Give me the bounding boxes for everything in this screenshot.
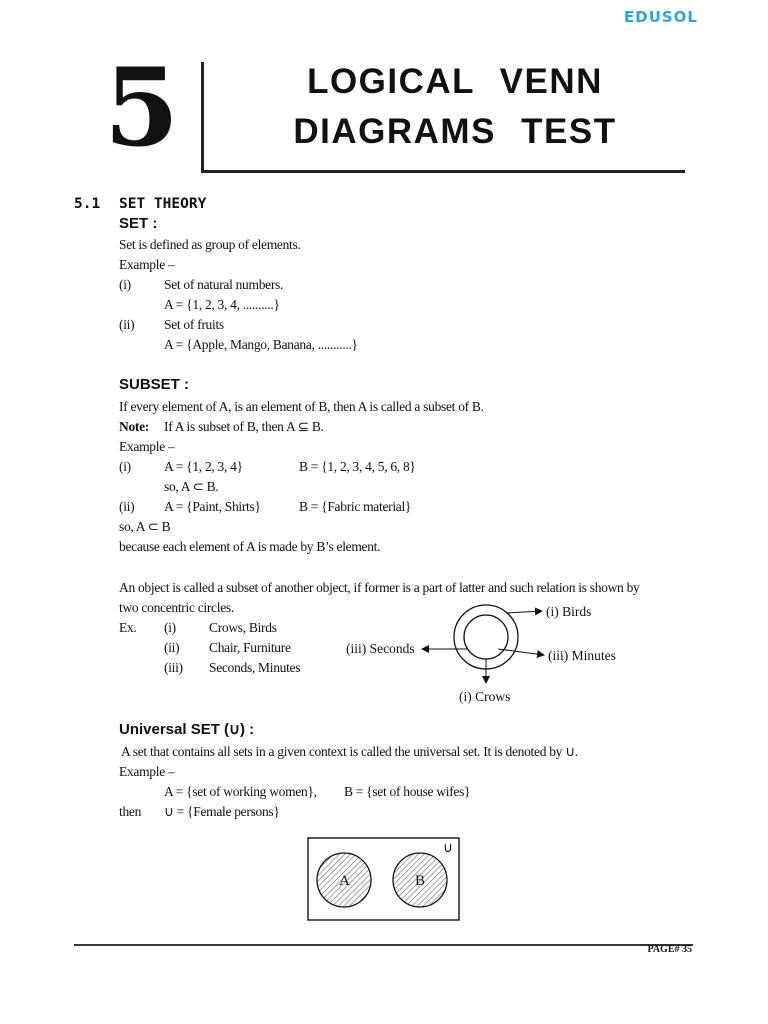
set-example-text: Set of fruits — [164, 317, 224, 332]
diagram-label-birds: (i) Birds — [546, 604, 592, 619]
subset-example-conclusion: so, A ⊂ B. — [164, 479, 219, 494]
set-example-formula: A = {Apple, Mango, Banana, ...........} — [164, 337, 358, 352]
section-number: 5.1 — [74, 196, 101, 212]
object-example-text: Crows, Birds — [209, 620, 277, 635]
universal-set-definition: A set that contains all sets in a given context is called the universal set. It is denoted by ∪. — [121, 744, 578, 759]
subset-example-set-b: B = {Fabric material} — [299, 499, 412, 514]
universal-then-text: ∪ = {Female persons} — [164, 804, 280, 819]
set-example-marker: (ii) — [119, 317, 135, 332]
section-title: SET THEORY — [119, 196, 207, 212]
subset-definition: If every element of A, is an element of B, then A is called a subset of B. — [119, 399, 484, 414]
chapter-title-line2: DIAGRAMS TEST — [293, 112, 617, 151]
subset-heading: SUBSET : — [119, 376, 190, 393]
chapter-number: 5 — [104, 45, 180, 171]
universal-venn-diagram — [306, 836, 462, 922]
chapter-title-line1: LOGICAL VENN — [307, 62, 603, 101]
subset-example-marker: (ii) — [119, 499, 135, 514]
title-divider-vertical — [201, 62, 204, 172]
universe-symbol: ∪ — [443, 840, 453, 855]
subset-note-text: If A is subset of B, then A ⊆ B. — [164, 419, 324, 434]
subset-example-marker: (i) — [119, 459, 131, 474]
universal-example-set-a: A = {set of working women}, — [164, 784, 317, 799]
footer-divider — [74, 944, 693, 946]
set-definition: Set is defined as group of elements. — [119, 237, 301, 252]
set-b-label: B — [415, 873, 426, 889]
inner-circle-crows — [464, 615, 508, 659]
subset-example-label: Example – — [119, 439, 175, 454]
subset-because: because each element of A is made by B’s element. — [119, 539, 381, 554]
universal-example-set-b: B = {set of house wifes} — [344, 784, 471, 799]
concentric-circles-diagram — [330, 595, 650, 710]
page-number: PAGE# 35 — [647, 944, 692, 955]
diagram-label-seconds: (iii) Seconds — [346, 641, 415, 656]
universal-then-label: then — [119, 804, 142, 819]
set-example-formula: A = {1, 2, 3, 4, ..........} — [164, 297, 280, 312]
set-a-label: A — [339, 873, 350, 889]
title-divider-horizontal — [201, 170, 685, 173]
universal-example-label: Example – — [119, 764, 175, 779]
object-example-text: Chair, Furniture — [209, 640, 291, 655]
object-examples-label: Ex. — [119, 620, 137, 635]
arrow-birds — [506, 611, 542, 613]
subset-example-set-b: B = {1, 2, 3, 4, 5, 6, 8} — [299, 459, 416, 474]
diagram-label-crows: (i) Crows — [459, 689, 511, 704]
set-heading: SET : — [119, 215, 158, 232]
object-example-marker: (ii) — [164, 640, 180, 655]
object-example-marker: (iii) — [164, 660, 183, 675]
edusol-logo: EDUSOL — [624, 8, 698, 26]
set-example-label: Example – — [119, 257, 175, 272]
subset-example-set-a: A = {Paint, Shirts} — [164, 499, 261, 514]
universal-set-heading: Universal SET (∪) : — [119, 721, 255, 738]
set-example-text: Set of natural numbers. — [164, 277, 284, 292]
arrow-minutes — [498, 649, 544, 655]
object-example-marker: (i) — [164, 620, 176, 635]
object-example-text: Seconds, Minutes — [209, 660, 301, 675]
diagram-label-minutes: (iii) Minutes — [548, 648, 616, 663]
subset-example-set-a: A = {1, 2, 3, 4} — [164, 459, 243, 474]
set-example-marker: (i) — [119, 277, 131, 292]
object-subset-paragraph: An object is called a subset of another object, if former is a part of latter and such relation is shown by — [119, 580, 640, 595]
subset-example-conclusion: so, A ⊂ B — [119, 519, 171, 534]
object-subset-paragraph: two concentric circles. — [119, 600, 234, 615]
subset-note-label: Note: — [119, 419, 149, 434]
